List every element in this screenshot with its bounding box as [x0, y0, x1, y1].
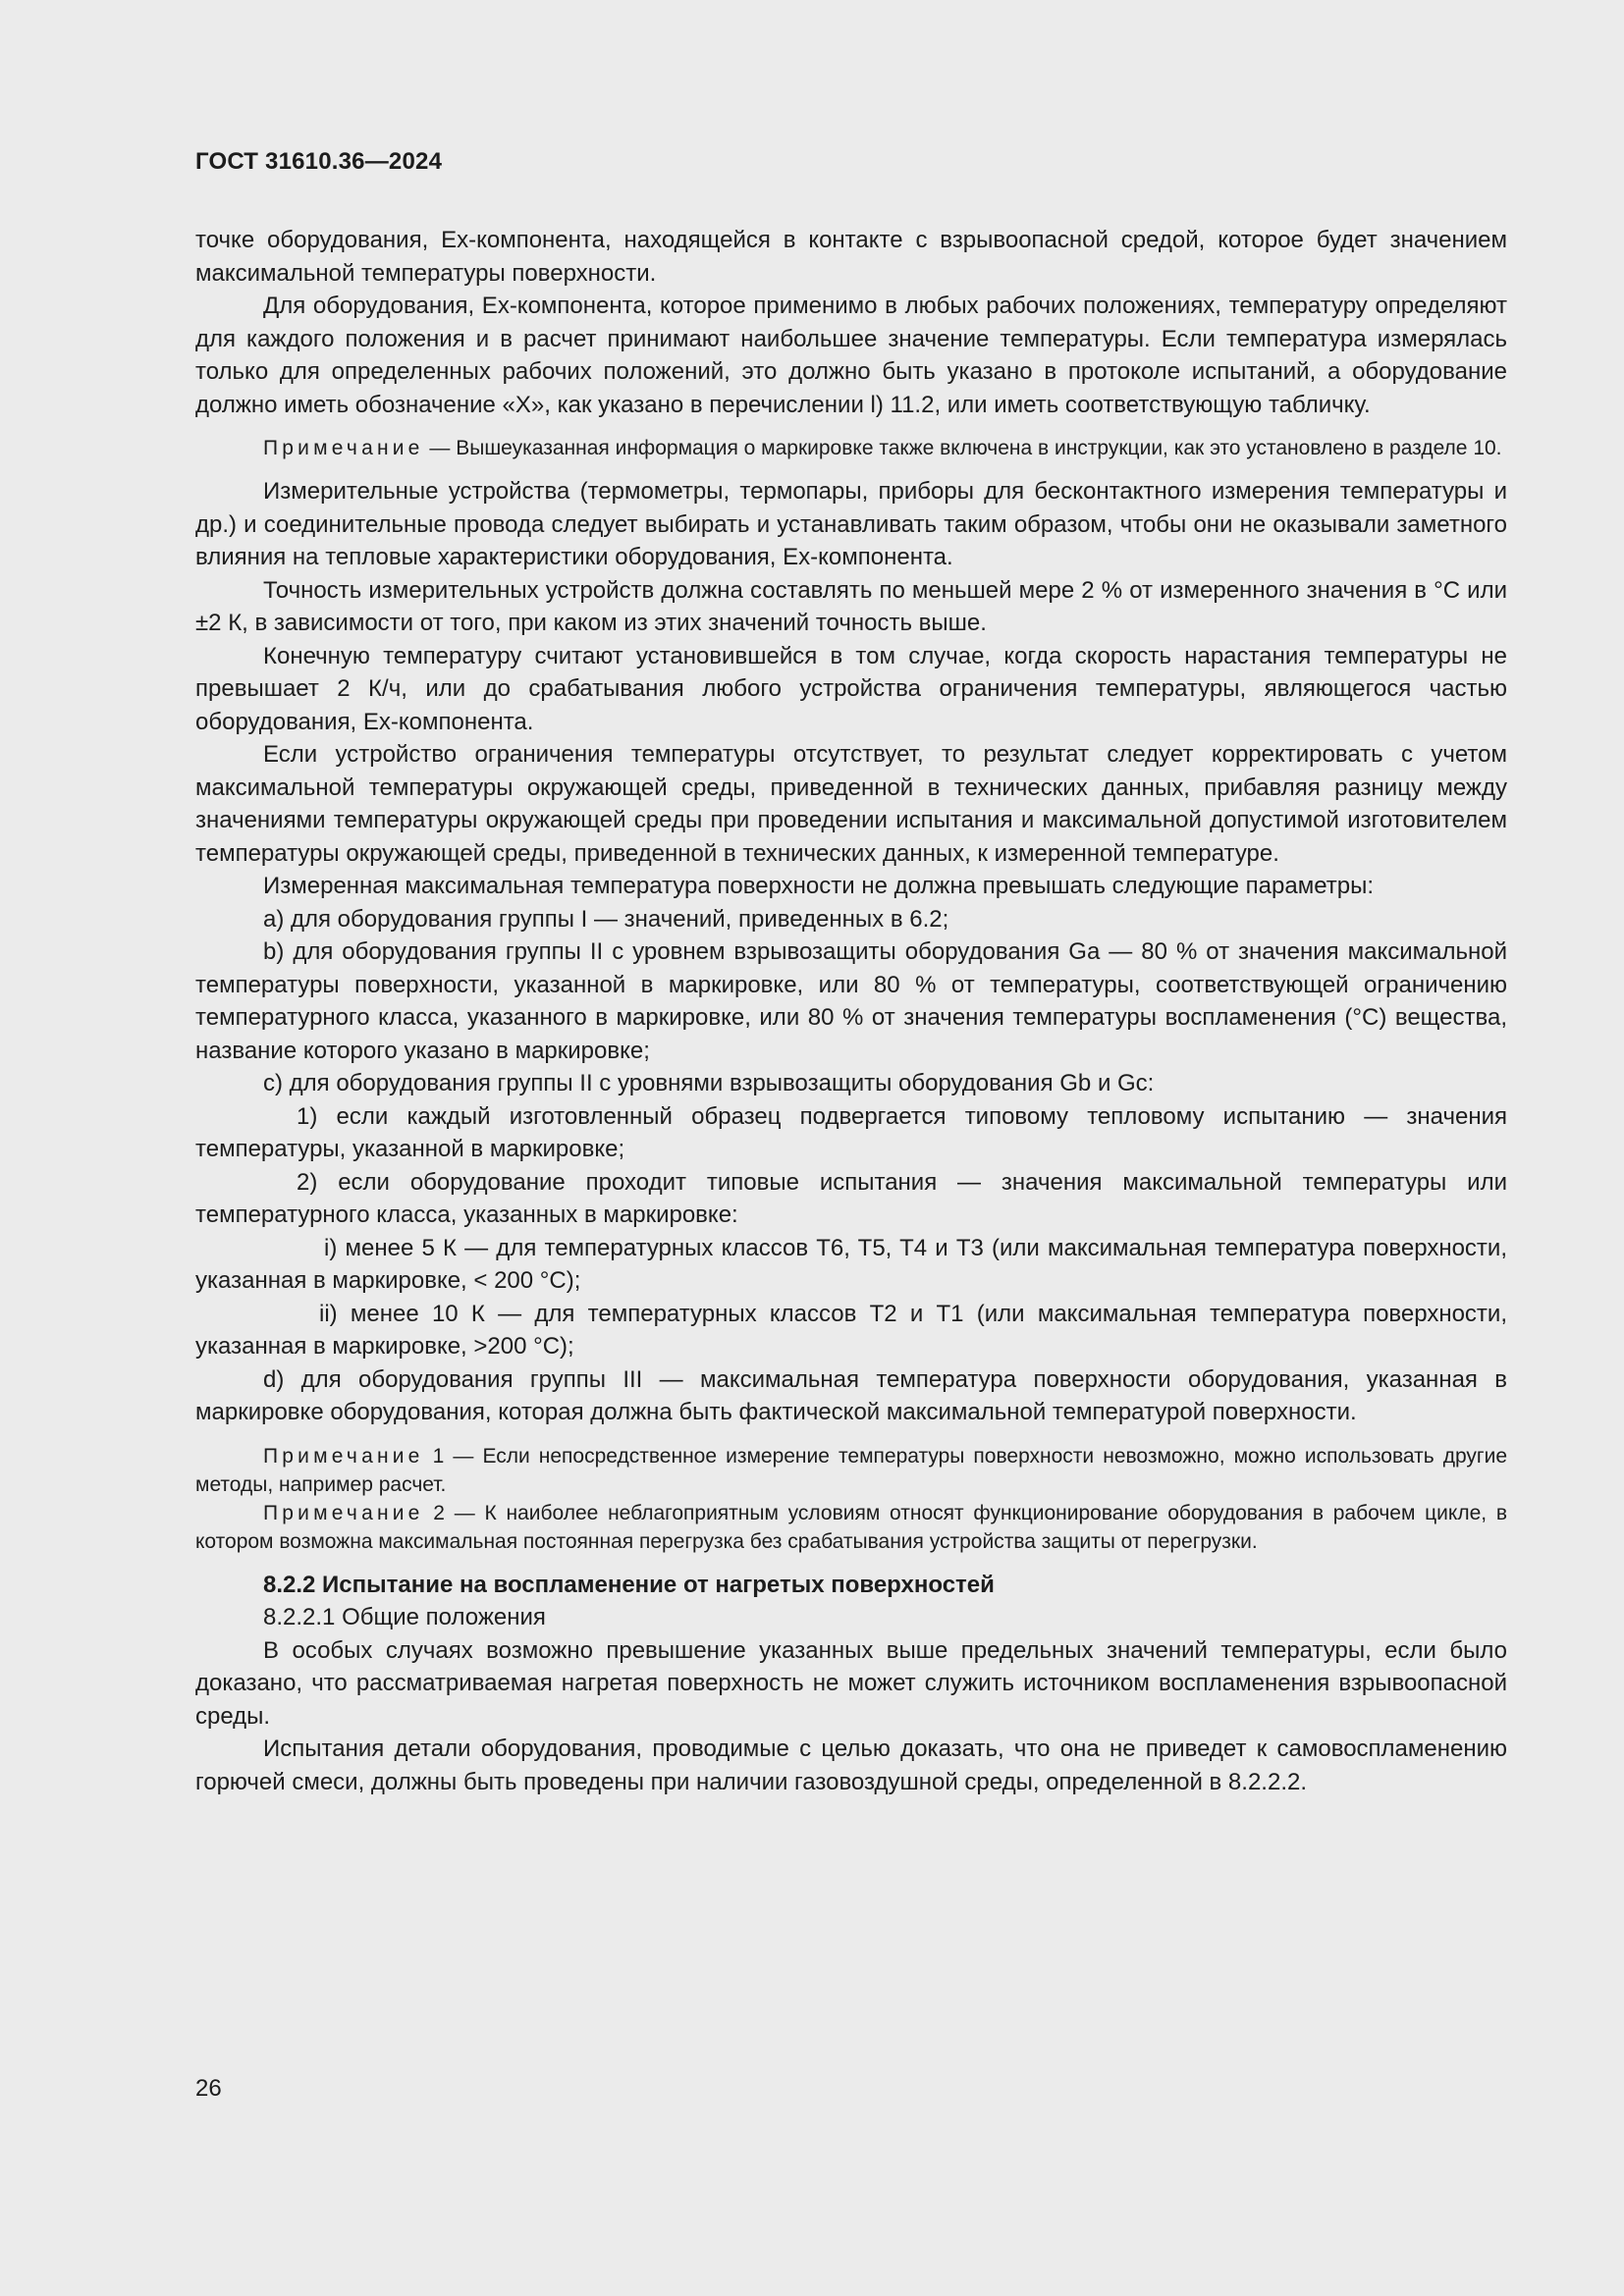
section-heading-8-2-2: 8.2.2 Испытание на воспламенение от нагретых поверхностей — [263, 1571, 995, 1598]
document-header-id: ГОСТ 31610.36—2024 — [195, 148, 443, 175]
list-item-a: a) для оборудования группы I — значений, приведенных в 6.2; — [263, 905, 949, 933]
note-text: 1 — Если непосредственное измерение температуры поверхности невозможно, можно использовать другие методы, например расчет. — [195, 1444, 1507, 1496]
list-item-c2: 2) если оборудование проходит типовые испытания — значения максимальной температуры или температурного класса, указанных в маркировке: — [195, 1168, 1507, 1228]
note-2 — [195, 1499, 1507, 1556]
paragraph-operating-positions: Для оборудования, Ex-компонента, которое применимо в любых рабочих положениях, температуру определяют для каждого положения и в расчет принимают наибольшее значение температуры. Если температура измерялась только для определенных рабочих положений, это должно быть указано в протоколе испытаний, а оборудование должно иметь обозначение «X», как указано в перечислении l) 11.2, или иметь соответствующую табличку. — [195, 293, 1507, 418]
note-label: Примечание — [263, 1444, 424, 1468]
note-1 — [195, 1442, 1507, 1499]
paragraph-no-limiter: Если устройство ограничения температуры отсутствует, то результат следует корректировать с учетом максимальной температуры окружающей среды, приведенной в технических данных, прибавляя разницу между значениями температуры окружающей среды при проведении испытания и максимальной допустимой изготовителем температуры окружающей среды, приведенной в технических данных, к измеренной температуре. — [195, 741, 1507, 867]
list-item-c: c) для оборудования группы II с уровнями взрывозащиты оборудования Gb и Gc: — [263, 1070, 1155, 1096]
paragraph-ignition-tests: Испытания детали оборудования, проводимые с целью доказать, что она не приведет к самовоспламенению горючей смеси, должны быть проведены при наличии газовоздушной среды, определенной в 8.2.2.2. — [195, 1735, 1507, 1795]
document-page — [195, 0, 1507, 2296]
note-label: Примечание — [263, 1501, 424, 1524]
list-item-i: i) менее 5 К — для температурных классов T6, T5, T4 и T3 (или максимальная температура поверхности, указанная в маркировке, < 200 °C); — [195, 1234, 1507, 1294]
note-text: — Вышеуказанная информация о маркировке также включена в инструкции, как это установлено в разделе 10. — [423, 437, 1502, 459]
list-item-b: b) для оборудования группы II с уровнем взрывозащиты оборудования Ga — 80 % от значения максимальной температуры поверхности, указанной в маркировке, или 80 % от температуры, соответствующей ограничению температурного класса, указанного в маркировке, или 80 % от значения температуры воспламенения (°C) вещества, название которого указано в маркировке; — [195, 938, 1507, 1064]
note-marking-info — [195, 434, 1507, 462]
paragraph-final-temperature: Конечную температуру считают установившейся в том случае, когда скорость нарастания температуры не превышает 2 К/ч, или до срабатывания любого устройства ограничения температуры, являющегося частью оборудования, Ex-компонента. — [195, 642, 1507, 735]
paragraph-measuring-devices: Измерительные устройства (термометры, термопары, приборы для бесконтактного измерения температуры и др.) и соединительные провода следует выбирать и устанавливать таким образом, чтобы они не оказывали заметного влияния на тепловые характеристики оборудования, Ex-компонента. — [195, 478, 1507, 570]
section-heading-8-2-2-1: 8.2.2.1 Общие положения — [263, 1604, 546, 1630]
document-body — [195, 224, 1507, 1798]
list-item-d: d) для оборудования группы III — максимальная температура поверхности оборудования, указанная в маркировке оборудования, которая должна быть фактической максимальной температурой поверхности. — [195, 1365, 1507, 1425]
paragraph-special-cases: В особых случаях возможно превышение указанных выше предельных значений температуры, если было доказано, что рассматриваемая нагретая поверхность не может служить источником воспламенения взрывоопасной среды. — [195, 1636, 1507, 1730]
paragraph-continuation: точке оборудования, Ex-компонента, находящейся в контакте с взрывоопасной средой, которое будет значением максимальной температуры поверхности. — [195, 227, 1507, 287]
list-item-c1: 1) если каждый изготовленный образец подвергается типовому тепловому испытанию — значения температуры, указанной в маркировке; — [195, 1102, 1507, 1162]
note-text: 2 — К наиболее неблагоприятным условиям относят функционирование оборудования в рабочем цикле, в котором возможна максимальная постоянная перегрузка без срабатывания устройства защиты от перегрузки. — [195, 1501, 1507, 1553]
note-label: Примечание — [263, 437, 424, 459]
paragraph-max-surface-temp: Измеренная максимальная температура поверхности не должна превышать следующие параметры: — [263, 873, 1375, 899]
page-number: 26 — [195, 2075, 222, 2102]
paragraph-accuracy: Точность измерительных устройств должна составлять по меньшей мере 2 % от измеренного значения в °C или ±2 К, в зависимости от того, при каком из этих значений точность выше. — [195, 576, 1507, 636]
list-item-ii: ii) менее 10 К — для температурных классов T2 и T1 (или максимальная температура поверхности, указанная в маркировке, >200 °C); — [195, 1300, 1507, 1360]
